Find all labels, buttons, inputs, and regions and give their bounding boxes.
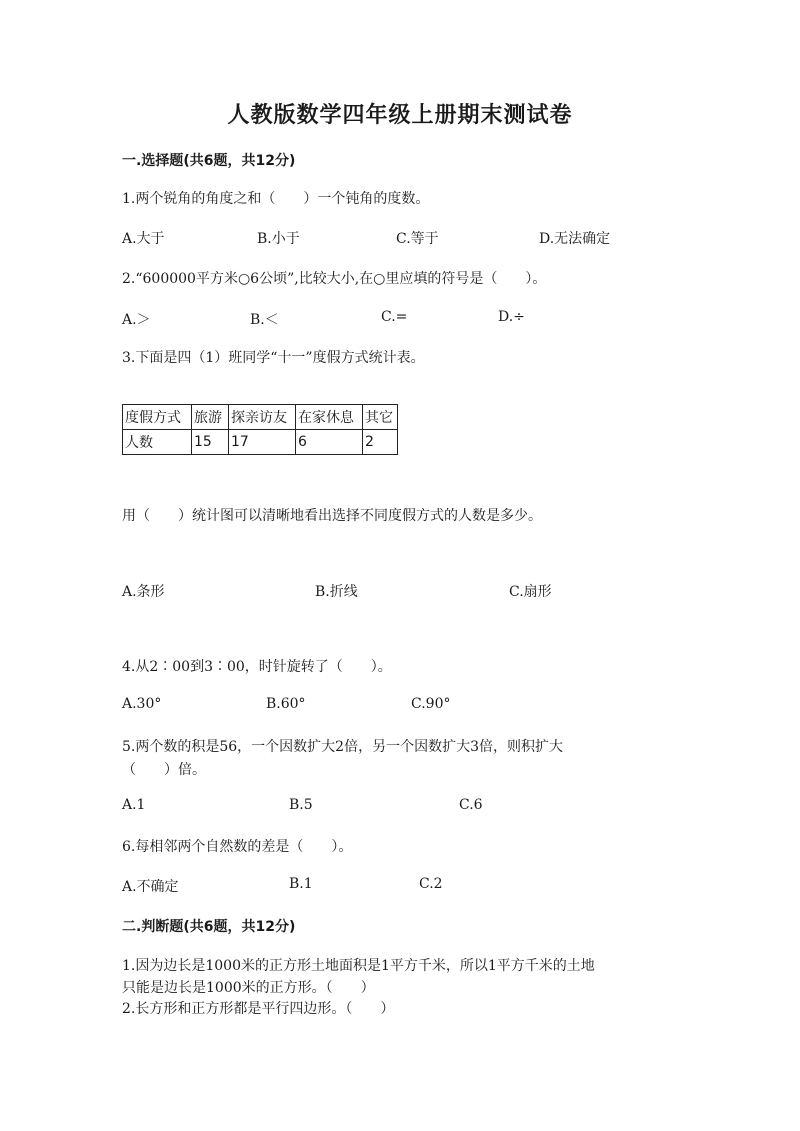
question-1-text: 1.两个锐角的角度之和（ ）一个钝角的度数。 <box>122 191 430 207</box>
q3-option-c: C.扇形 <box>509 584 552 600</box>
question-5-text-line1: 5.两个数的积是56，一个因数扩大2倍，另一个因数扩大3倍，则积扩大 <box>122 739 563 755</box>
q6-option-a: A.不确定 <box>122 879 179 895</box>
q2-option-b: B.＜ <box>250 312 279 328</box>
q3-option-a: A.条形 <box>122 584 165 600</box>
table-cell: 15 <box>192 430 229 455</box>
q6-option-b: B.1 <box>289 876 313 892</box>
tf-question-1-line2: 只能是边长是1000米的正方形。（ ） <box>122 980 375 996</box>
table-cell: 17 <box>229 430 296 455</box>
q1-option-d: D.无法确定 <box>539 231 611 247</box>
table-cell: 2 <box>363 430 398 455</box>
q3-option-b: B.折线 <box>315 584 358 600</box>
table-cell: 6 <box>296 430 363 455</box>
q4-option-b: B.60° <box>266 696 306 712</box>
page-title: 人教版数学四年级上册期末测试卷 <box>227 102 573 128</box>
tf-question-2-text: 2.长方形和正方形都是平行四边形。（ ） <box>122 1001 395 1017</box>
q5-option-c: C.6 <box>459 797 483 813</box>
table-header-cell: 度假方式 <box>123 405 192 430</box>
q4-option-a: A.30° <box>122 696 162 712</box>
q1-option-c: C.等于 <box>396 231 439 247</box>
q2-option-c: C.= <box>381 309 408 325</box>
table-row <box>123 430 398 455</box>
table-header-cell: 探亲访友 <box>229 405 296 430</box>
table-header-cell: 其它 <box>363 405 398 430</box>
q4-option-c: C.90° <box>411 696 451 712</box>
tf-question-1-line1: 1.因为边长是1000米的正方形土地面积是1平方千米，所以1平方千米的土地 <box>122 958 595 974</box>
table-header-cell: 在家休息 <box>296 405 363 430</box>
question-4-text: 4.从2∶00到3∶00，时针旋转了（ ）。 <box>122 659 392 675</box>
q1-option-a: A.大于 <box>122 231 165 247</box>
question-2-text: 2.“600000平方米○6公顷”,比较大小,在○里应填的符号是（ ）。 <box>122 271 547 287</box>
q1-option-b: B.小于 <box>257 231 300 247</box>
q6-option-c: C.2 <box>419 876 443 892</box>
question-5-text-line2: （ ）倍。 <box>122 762 206 778</box>
section-heading-choice: 一.选择题(共6题，共12分) <box>122 153 296 169</box>
table-header-cell: 旅游 <box>192 405 229 430</box>
q5-option-a: A.1 <box>122 797 146 813</box>
q2-option-d: D.÷ <box>498 309 525 325</box>
table-cell: 人数 <box>123 430 192 455</box>
q5-option-b: B.5 <box>289 797 313 813</box>
question-3-followup: 用（ ）统计图可以清晰地看出选择不同度假方式的人数是多少。 <box>122 508 542 524</box>
table-header-row <box>123 405 398 430</box>
section-heading-true-false: 二.判断题(共6题，共12分) <box>122 919 296 935</box>
question-6-text: 6.每相邻两个自然数的差是（ ）。 <box>122 839 353 855</box>
question-3-text: 3.下面是四（1）班同学“十一”度假方式统计表。 <box>122 350 425 366</box>
q2-option-a: A.＞ <box>122 312 151 328</box>
vacation-stats-table <box>122 404 398 455</box>
